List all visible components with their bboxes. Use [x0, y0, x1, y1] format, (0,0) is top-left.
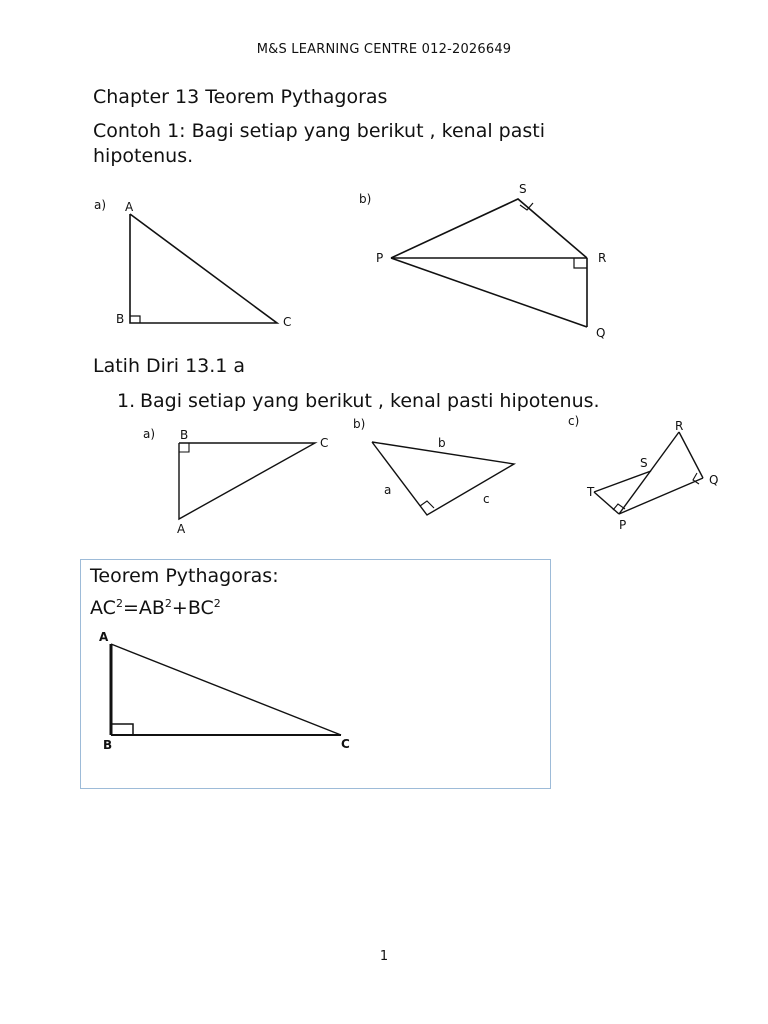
example-a-vertex-B: B: [116, 312, 125, 326]
example-a-vertex-A: A: [125, 200, 134, 214]
exercise-a-label: a): [143, 427, 156, 441]
formula-term2-exponent: 2: [213, 597, 221, 610]
example-a-triangle: [130, 214, 277, 323]
theorem-vertex-B: B: [103, 738, 113, 752]
exercise-c-vertex-T: T: [587, 485, 595, 499]
formula-lhs: AC: [90, 597, 116, 619]
exercise-c-triangles: [594, 432, 703, 514]
exercise-c-vertex-Q: Q: [709, 473, 719, 487]
page-header: M&S LEARNING CENTRE 012-2026649: [256, 42, 512, 57]
page-number: 1: [379, 949, 389, 964]
theorem-title: Teorem Pythagoras:: [90, 565, 279, 587]
example-b-triangles: [391, 199, 587, 327]
exercise-title: Latih Diri 13.1 a: [93, 355, 246, 377]
question-1-number: 1.: [117, 390, 136, 412]
formula-lhs-exponent: 2: [115, 597, 123, 610]
theorem-vertex-C: C: [341, 737, 350, 751]
formula-equals: =: [122, 597, 139, 619]
exercise-b-triangle: [372, 442, 514, 515]
exercise-a-vertex-A: A: [177, 522, 186, 536]
formula-term2: BC: [187, 597, 214, 619]
example-a-label: a): [94, 198, 107, 212]
exercise-c-vertex-S: S: [640, 456, 648, 470]
example-b-vertex-R: R: [598, 251, 607, 265]
theorem-vertex-A: A: [99, 630, 109, 644]
example-b-vertex-Q: Q: [596, 326, 606, 340]
example-a-vertex-C: C: [283, 315, 292, 329]
theorem-box: [80, 559, 551, 789]
exercise-c-vertex-P: P: [619, 518, 627, 532]
theorem-formula: [90, 597, 221, 619]
exercise-c-vertex-R: R: [675, 419, 684, 433]
example-1-text: Contoh 1: Bagi setiap yang berikut , kenal pasti hipotenus.: [93, 120, 545, 167]
exercise-b-side-c: c: [483, 492, 490, 506]
formula-term1-exponent: 2: [164, 597, 172, 610]
example-b-vertex-P: P: [376, 251, 384, 265]
example-b-vertex-S: S: [519, 182, 527, 196]
chapter-title: Chapter 13 Teorem Pythagoras: [93, 86, 388, 108]
exercise-b-label: b): [353, 417, 366, 431]
exercise-b-side-b: b: [438, 436, 446, 450]
question-1-text: Bagi setiap yang berikut , kenal pasti hipotenus.: [140, 390, 600, 412]
exercise-a-vertex-C: C: [320, 436, 329, 450]
exercise-a-triangle: [179, 443, 315, 519]
exercise-b-side-a: a: [384, 483, 392, 497]
formula-plus: +: [171, 597, 188, 619]
formula-term1: AB: [138, 597, 165, 619]
exercise-c-label: c): [568, 414, 580, 428]
exercise-a-vertex-B: B: [180, 428, 189, 442]
example-b-label: b): [359, 192, 372, 206]
